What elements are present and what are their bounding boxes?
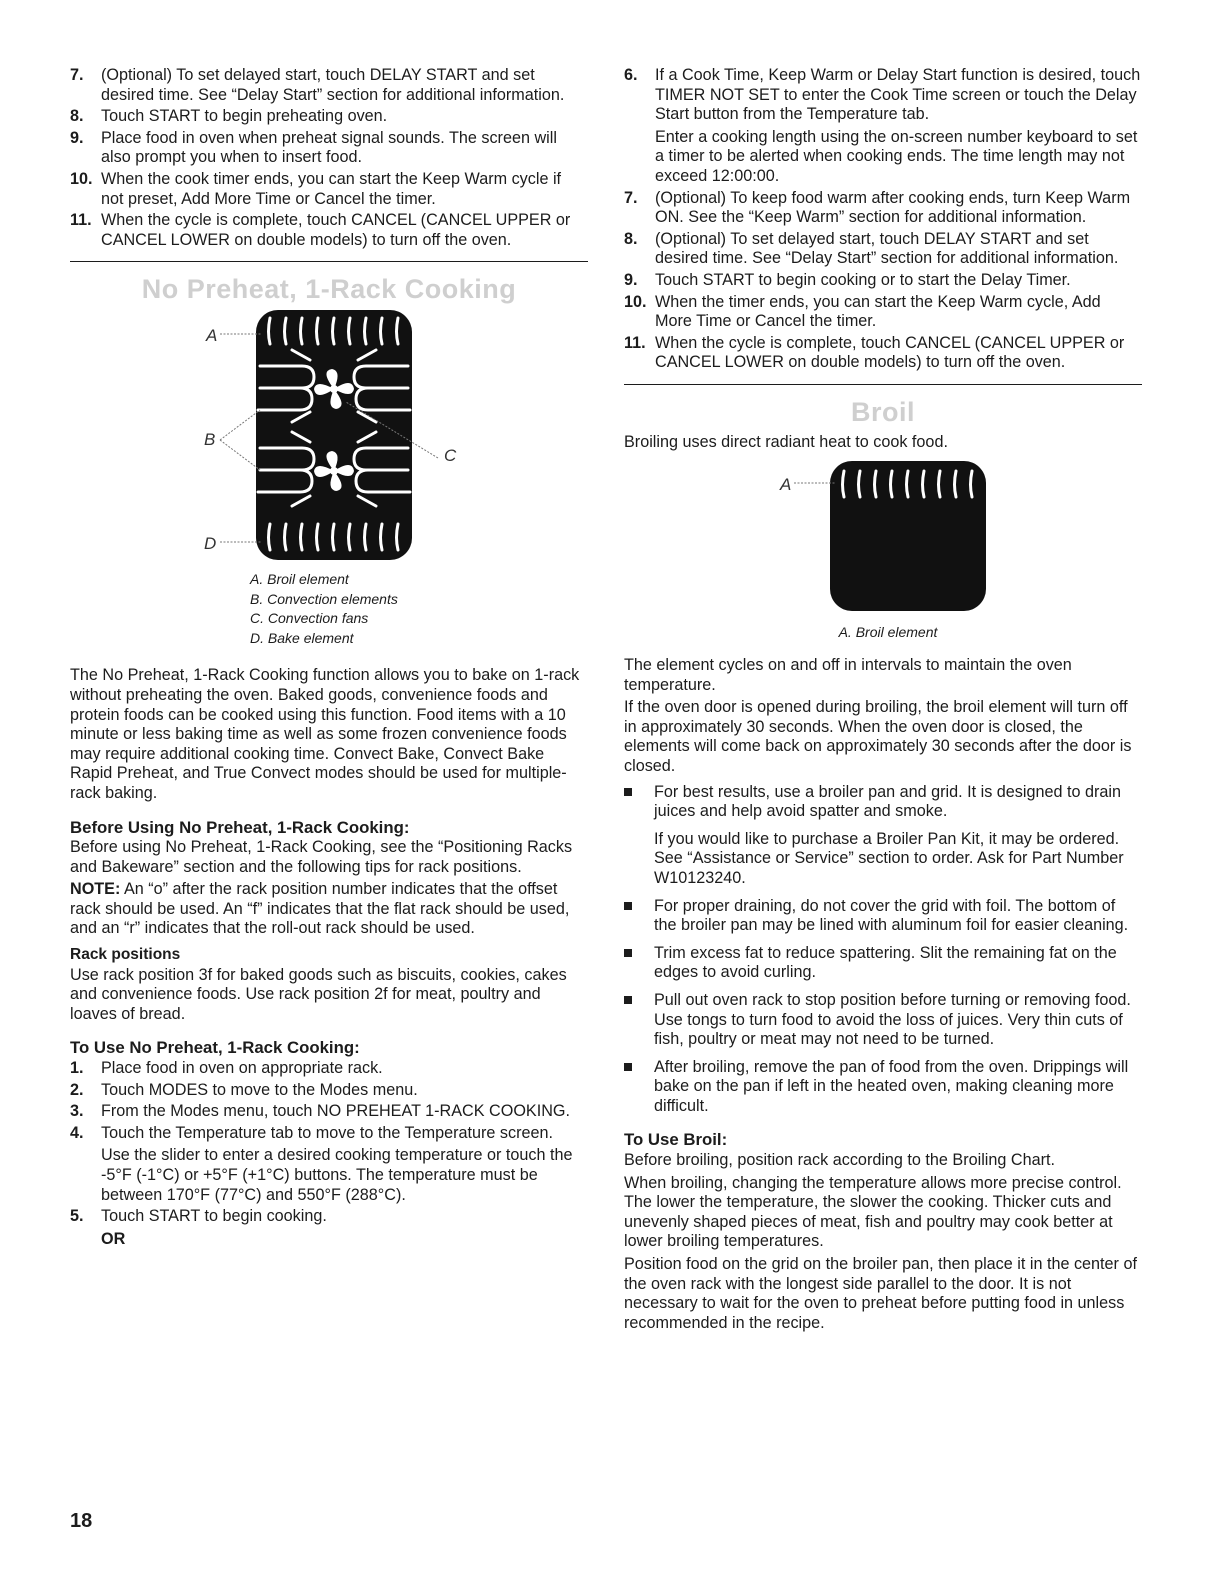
list-item: Trim excess fat to reduce spattering. Slit the remaining fat on the edges to avoid curling. <box>624 944 1142 983</box>
figure-caption: A. Broil element <box>250 571 349 588</box>
to-use-no-preheat-heading: To Use No Preheat, 1-Rack Cooking: <box>70 1038 360 1058</box>
figure-caption: B. Convection elements <box>250 590 398 607</box>
oven-elements-diagram <box>70 310 588 560</box>
figure-label-a: A <box>780 474 792 494</box>
broil-para-door: If the oven door is opened during broiling, the broil element will turn off in approximately 30 seconds. When the oven door is closed, the elements will come back on approximately 30 seconds after the door is closed. <box>624 698 1132 775</box>
figure-caption: C. Convection fans <box>250 610 369 627</box>
to-use-broil-heading: To Use Broil: <box>624 1130 728 1150</box>
list-item: 8. Touch START to begin preheating oven. <box>70 107 388 126</box>
no-preheat-steps-list <box>70 1059 588 1249</box>
cook-time-steps-list <box>624 66 1142 373</box>
list-item: 9. Place food in oven when preheat signal sounds. The screen will also prompt you when to insert food. <box>70 128 557 167</box>
note-paragraph <box>70 880 588 939</box>
no-preheat-intro: The No Preheat, 1-Rack Cooking function allows you to bake on 1-rack without preheating the oven. Baked goods, convenience foods and protein foods can be cooked using this function. Food items with a 10 minute or less baking time as well as some frozen convenience foods may require additional cooking time. Convect Bake, Convect Bake Rapid Preheat, and True Convect modes should be used for multiple-rack baking. <box>70 666 580 802</box>
section-divider <box>624 384 1142 385</box>
list-item: 7. (Optional) To set delayed start, touch DELAY START and set desired time. See “Delay Start” section for additional information. <box>70 66 565 104</box>
bullet-square-icon <box>624 1063 632 1071</box>
to-use-broil-p2: When broiling, changing the temperature allows more precise control. The lower the temperature, the slower the cooking. Thicker cuts and unevenly shaped pieces of meat, fish and poultry may cook better at lower broiling temperatures. <box>624 1173 1122 1251</box>
before-using-heading: Before Using No Preheat, 1-Rack Cooking: <box>70 817 410 837</box>
list-item: 6. If a Cook Time, Keep Warm or Delay Start function is desired, touch TIMER NOT SET to enter the Cook Time screen or touch the Delay Start button from the Temperature tab. Enter a cooking length using the on-screen number keyboard to set a timer to be alerted when cooking ends. The time length may not exceed 12:00:00. <box>624 66 1141 185</box>
rack-positions-text: Use rack position 3f for baked goods such as biscuits, cookies, cakes and convenience foods. Use rack position 2f for meat, poultry and loaves of bread. <box>70 965 567 1023</box>
section-title-broil: Broil <box>850 396 915 427</box>
list-item: After broiling, remove the pan of food from the oven. Drippings will bake on the pan if left in the heated oven, making cleaning more difficult. <box>624 1058 1142 1117</box>
list-item: 2. Touch MODES to move to the Modes menu. <box>70 1080 418 1099</box>
bullet-square-icon <box>624 996 632 1004</box>
list-item: Pull out oven rack to stop position before turning or removing food. Use tongs to turn food to avoid the loss of juices. Very thin cuts of fish, poultry or meat may not need to be turned. <box>624 991 1142 1050</box>
figure-label-d: D <box>204 534 217 554</box>
list-item: 10. When the cook timer ends, you can start the Keep Warm cycle if not preset, Add More Time or Cancel the timer. <box>70 169 562 208</box>
list-item: 7. (Optional) To keep food warm after cooking ends, turn Keep Warm ON. See the “Keep Warm” section for additional information. <box>624 188 1131 227</box>
figure-label-b: B <box>204 430 216 450</box>
figure-label-c: C <box>444 446 457 466</box>
broil-tips-list <box>624 783 1142 1117</box>
list-item: 9. Touch START to begin cooking or to start the Delay Timer. <box>624 270 1071 289</box>
figure-label-a: A <box>206 326 218 346</box>
right-column <box>624 66 1142 1336</box>
bullet-square-icon <box>624 788 632 796</box>
list-item: 3. From the Modes menu, touch NO PREHEAT 1-RACK COOKING. <box>70 1102 570 1121</box>
list-item: For proper draining, do not cover the grid with foil. The bottom of the broiler pan may be lined with aluminum foil for easier cleaning. <box>624 897 1142 936</box>
oven-diagram-figure <box>70 310 588 560</box>
left-column <box>70 66 588 1251</box>
list-item: 5. Touch START to begin cooking. OR <box>70 1207 327 1248</box>
figure-captions <box>70 570 588 648</box>
broil-element-diagram <box>624 461 1142 611</box>
preheat-steps-list <box>70 66 588 250</box>
before-using-text: Before using No Preheat, 1-Rack Cooking, see the “Positioning Racks and Bakeware” section and the following tips for rack positions. <box>70 838 573 876</box>
to-use-broil-p3: Position food on the grid on the broiler pan, then place it in the center of the oven rack with the longest side parallel to the door. It is not necessary to wait for the oven to preheat before putting food in unless recommended in the recipe. <box>624 1255 1137 1332</box>
note-text: An “o” after the rack position number indicates that the offset rack should be used. An “f” indicates that the flat rack should be used, and an “r” indicates that the roll-out rack should be used. <box>70 880 570 938</box>
list-item: 4. Touch the Temperature tab to move to the Temperature screen. Use the slider to enter a desired cooking temperature or touch the -5°F (-1°C) or +5°F (+1°C) buttons. The temperature must be between 170°F (77°C) and 550°F (288°C). <box>70 1123 573 1204</box>
section-divider <box>70 261 588 262</box>
list-item: 11. When the cycle is complete, touch CANCEL (CANCEL UPPER or CANCEL LOWER on double models) to turn off the oven. <box>624 333 1125 372</box>
section-title-no-preheat: No Preheat, 1-Rack Cooking <box>141 274 517 305</box>
to-use-broil-p1: Before broiling, position rack according to the Broiling Chart. <box>624 1151 1055 1170</box>
broil-intro: Broiling uses direct radiant heat to cook food. <box>624 432 948 451</box>
bullet-square-icon <box>624 902 632 910</box>
note-label: NOTE: <box>70 880 121 899</box>
list-item: 1. Place food in oven on appropriate rack. <box>70 1059 383 1078</box>
rack-positions-heading: Rack positions <box>70 946 181 964</box>
page-number: 18 <box>70 1510 93 1532</box>
list-item: 10. When the timer ends, you can start the Keep Warm cycle, Add More Time or Cancel the timer. <box>624 292 1101 331</box>
figure-caption: D. Bake element <box>250 629 354 646</box>
list-item: For best results, use a broiler pan and grid. It is designed to drain juices and help avoid spatter and smoke. If you would like to purchase a Broiler Pan Kit, it may be ordered. See “Assistance or Service” section to order. Ask for Part Number W10123240. <box>624 783 1142 889</box>
broil-diagram-figure <box>624 461 1142 611</box>
list-item: 11. When the cycle is complete, touch CANCEL (CANCEL UPPER or CANCEL LOWER on double models) to turn off the oven. <box>70 211 571 249</box>
figure-caption: A. Broil element <box>838 623 938 640</box>
list-item: 8. (Optional) To set delayed start, touch DELAY START and set desired time. See “Delay Start” section for additional information. <box>624 229 1119 268</box>
bullet-square-icon <box>624 949 632 957</box>
broil-para-cycles: The element cycles on and off in intervals to maintain the oven temperature. <box>624 656 1072 694</box>
